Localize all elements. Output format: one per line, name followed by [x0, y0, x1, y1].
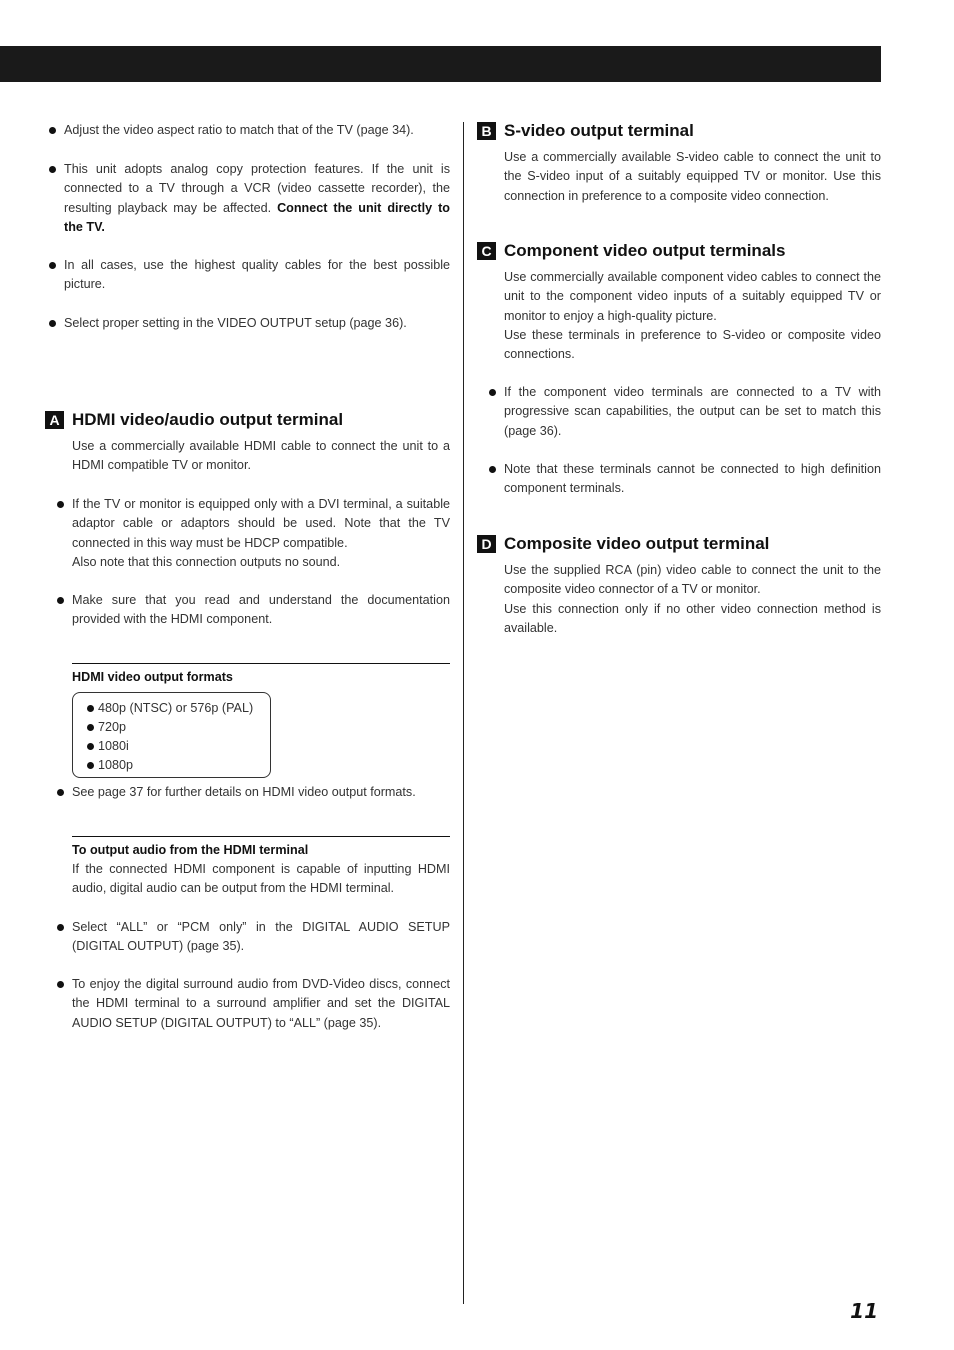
- bullet-text: If the TV or monitor is equipped only with a DVI terminal, a suitable adaptor cable or adaptors should be used. Note that the TV connected in this way must be HDCP compatible.: [72, 497, 450, 550]
- bullet-icon: [57, 597, 64, 604]
- page-number: 11: [850, 1299, 878, 1323]
- section-b-title: S-video output terminal: [504, 121, 694, 140]
- section-b-badge: B: [477, 122, 496, 140]
- bullet-text: Select “ALL” or “PCM only” in the DIGITAL AUDIO SETUP (DIGITAL OUTPUT) (page 35).: [72, 920, 450, 954]
- bullet-icon: [49, 127, 56, 134]
- section-d-heading: [477, 534, 769, 553]
- format-item: 480p (NTSC) or 576p (PAL): [98, 699, 253, 718]
- bullet-text: This unit adopts analog copy protection features. If the unit is connected to a TV through a VCR (video cassette recorder), the resulting playback may be affected. Connect the unit directly to the TV.: [64, 162, 450, 234]
- bullet-text: In all cases, use the highest quality cables for the best possible picture.: [64, 258, 450, 292]
- audio-heading: To output audio from the HDMI terminal: [72, 843, 309, 857]
- bold-instruction: Connect the unit directly to the TV.: [64, 200, 450, 234]
- section-d-badge: D: [477, 535, 496, 553]
- list-item: [72, 975, 450, 1033]
- bullet-icon: [87, 743, 94, 750]
- formats-heading: HDMI video output formats: [72, 670, 233, 684]
- format-item: 1080p: [98, 756, 133, 775]
- bullet-icon: [87, 762, 94, 769]
- bullet-icon: [489, 389, 496, 396]
- bullet-icon: [57, 501, 64, 508]
- bullet-text: If the component video terminals are connected to a TV with progressive scan capabilities, the output can be set to match this (page 36).: [504, 385, 881, 438]
- list-item: [72, 591, 450, 630]
- section-b-heading: [477, 121, 694, 140]
- list-item: [504, 460, 881, 499]
- section-d-title: Composite video output terminal: [504, 534, 770, 553]
- formats-rule: [72, 663, 450, 664]
- list-item: [64, 160, 450, 237]
- header-bar: [0, 46, 881, 82]
- bullet-icon: [57, 924, 64, 931]
- section-c-heading: [477, 241, 785, 260]
- section-a-title: HDMI video/audio output terminal: [72, 410, 344, 429]
- bullet-text: Select proper setting in the VIDEO OUTPUT setup (page 36).: [64, 316, 407, 330]
- bullet-text: Note that these terminals cannot be connected to high definition component terminals.: [504, 462, 881, 496]
- list-item: [504, 383, 881, 441]
- bullet-icon: [49, 320, 56, 327]
- bullet-icon: [87, 724, 94, 731]
- bullet-icon: [49, 262, 56, 269]
- list-item: [64, 121, 450, 140]
- list-item: [64, 314, 450, 333]
- section-a-intro: Use a commercially available HDMI cable to connect the unit to a HDMI compatible TV or monitor.: [72, 439, 450, 473]
- bullet-icon: [87, 705, 94, 712]
- list-item: [72, 918, 450, 957]
- column-divider: [463, 122, 464, 1304]
- section-c-body: Use commercially available component video cables to connect the unit to the component video inputs of a suitably equipped TV or monitor to enjoy a high-quality picture. Use these terminals in preference to S-video or composite video connections.: [504, 270, 881, 362]
- bullet-text: Adjust the video aspect ratio to match that of the TV (page 34).: [64, 123, 414, 137]
- section-a-badge: A: [45, 411, 64, 429]
- list-item: [64, 256, 450, 295]
- format-item: 1080i: [98, 737, 129, 756]
- bullet-text: To enjoy the digital surround audio from DVD-Video discs, connect the HDMI terminal to a surround amplifier and set the DIGITAL AUDIO SETUP (DIGITAL OUTPUT) to “ALL” (page 35).: [72, 977, 450, 1030]
- list-item: [72, 783, 450, 802]
- section-d-body: Use the supplied RCA (pin) video cable to connect the unit to the composite video connector of a TV or monitor. Use this connection only if no other video connection method is available.: [504, 563, 881, 635]
- list-item: [72, 495, 450, 572]
- section-a-heading: [45, 410, 343, 429]
- audio-intro: If the connected HDMI component is capable of inputting HDMI audio, digital audio can be output from the HDMI terminal.: [72, 862, 450, 896]
- format-item: 720p: [98, 718, 126, 737]
- bullet-icon: [57, 981, 64, 988]
- section-c-badge: C: [477, 242, 496, 260]
- bullet-text: Make sure that you read and understand the documentation provided with the HDMI component.: [72, 593, 450, 627]
- bullet-icon: [49, 166, 56, 173]
- bullet-icon: [57, 789, 64, 796]
- bullet-note: Also note that this connection outputs no sound.: [72, 554, 341, 569]
- audio-rule: [72, 836, 450, 837]
- section-b-body: Use a commercially available S-video cable to connect the unit to the S-video input of a suitably equipped TV or monitor. Use this connection in preference to a composite video connection.: [504, 150, 881, 203]
- bullet-icon: [489, 466, 496, 473]
- section-c-title: Component video output terminals: [504, 241, 786, 260]
- bullet-text: See page 37 for further details on HDMI video output formats.: [72, 785, 416, 799]
